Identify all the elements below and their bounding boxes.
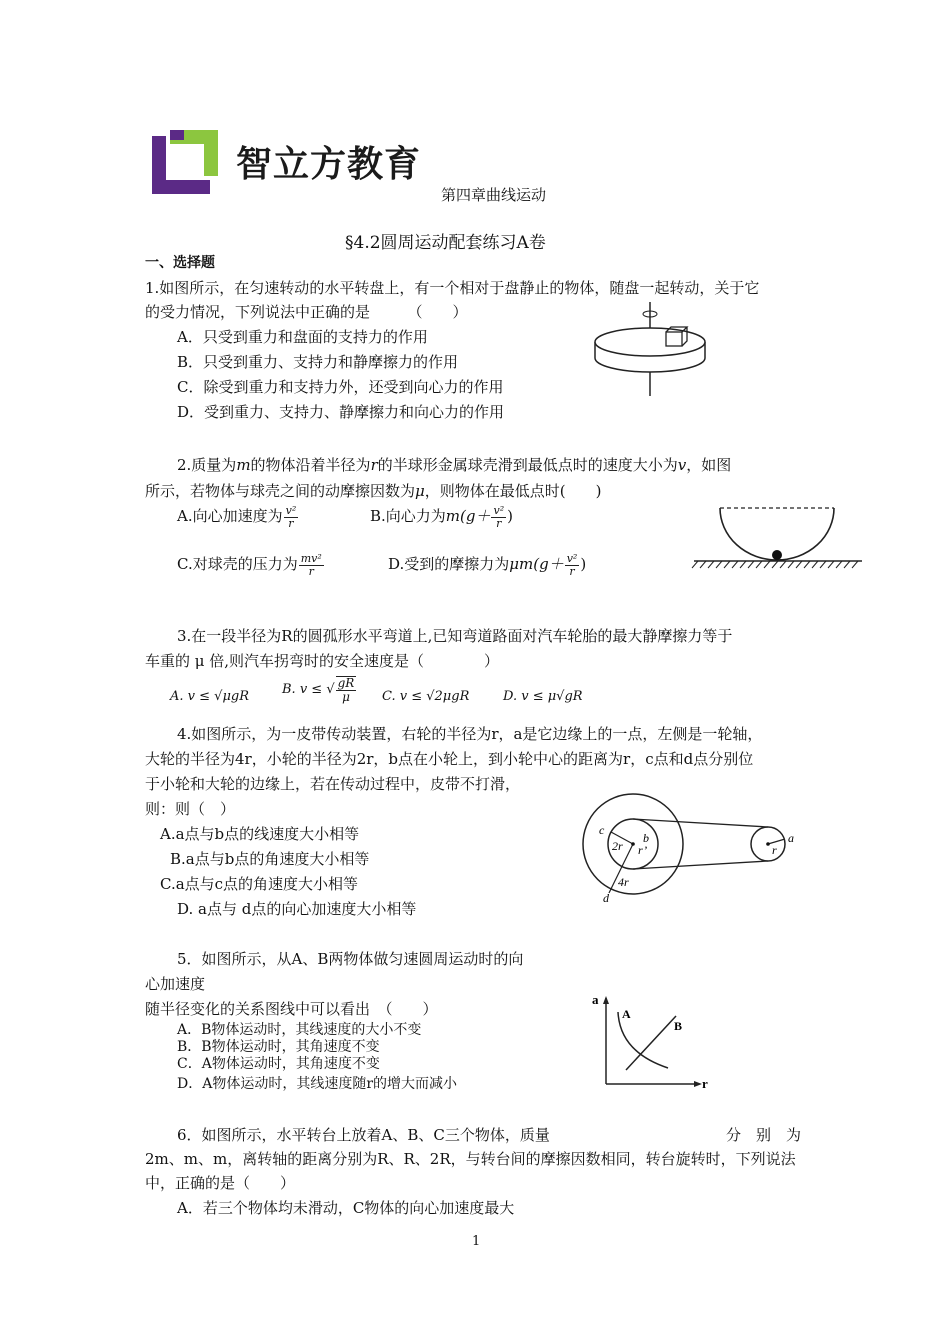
q1-option-c: C．除受到重力和支持力外，还受到向心力的作用: [177, 378, 504, 396]
q4-option-a: A.a点与b点的线速度大小相等: [160, 825, 360, 843]
q1-option-a: A．只受到重力和盘面的支持力的作用: [177, 328, 428, 346]
q2-hemisphere-figure: [690, 500, 870, 574]
q2-option-d: D.受到的摩擦力为μm(g＋ $\frac{\text{v²}}{r}$ ): [388, 552, 587, 578]
q4-label-2r: 2r: [612, 839, 623, 853]
q1-stem-line2: 的受力情况，下列说法中正确的是 （ ）: [145, 303, 468, 321]
q4-label-4r: 4r: [618, 875, 629, 889]
q2-option-a: A.向心加速度为 $\frac{\text{v²}}{r}$: [177, 504, 297, 530]
q6-stem-line1a: 6．如图所示，水平转台上放着A、B、C三个物体，质量: [177, 1126, 550, 1144]
q4-stem-line1: 4.如图所示，为一皮带传动装置，右轮的半径为r，a是它边缘上的一点，左侧是一轮轴，: [177, 725, 763, 743]
q5-option-b: B．B物体运动时，其角速度不变: [177, 1039, 380, 1055]
q4-option-b: B.a点与b点的角速度大小相等: [170, 850, 370, 868]
q4-label-a: a: [788, 831, 794, 845]
q5-stem-line3: 随半径变化的关系图线中可以看出 （ ）: [145, 1000, 438, 1018]
q6-stem-line3: 中，正确的是（ ）: [145, 1174, 296, 1192]
q1-stem-line1: 1.如图所示，在匀速转动的水平转盘上，有一个相对于盘静止的物体，随盘一起转动，关于它: [145, 279, 760, 297]
q4-stem-line3: 于小轮和大轮的边缘上，若在传动过程中，皮带不打滑，: [145, 775, 521, 793]
q2-option-b: B.向心力为m(g＋ $\frac{\text{v²}}{r}$ ): [370, 504, 513, 530]
section-heading: 一、选择题: [145, 255, 215, 271]
logo: [148, 126, 428, 198]
q4-stem-line4: 则：则（ ）: [145, 800, 236, 818]
q3-stem-line1: 3.在一段半径为R的圆孤形水平弯道上,已知弯道路面对汽车轮胎的最大静摩擦力等于: [177, 627, 733, 645]
q5-axis-label-r: r: [702, 1076, 708, 1090]
logo-mark-icon: [148, 126, 224, 198]
q5-stem-line1: 5．如图所示，从A、B两物体做匀速圆周运动时的向: [177, 950, 524, 968]
q4-label-c: c: [599, 823, 605, 837]
q6-option-a: A．若三个物体均未滑动，C物体的向心加速度最大: [177, 1199, 515, 1217]
q4-label-b: b: [643, 831, 649, 845]
q3-option-b: B. v ≤ √ $\frac{gR}{\mu}$: [282, 676, 355, 704]
q1-option-b: B．只受到重力、支持力和静摩擦力的作用: [177, 353, 459, 371]
q4-label-r-prime: r’: [638, 843, 648, 857]
q4-belt-drive-figure: [580, 790, 810, 905]
q3-stem-line2: 车重的 μ 倍,则汽车拐弯时的安全速度是（ ）: [145, 652, 500, 670]
chapter-title: 第四章曲线运动: [441, 186, 547, 204]
page-number: 1: [472, 1234, 481, 1249]
q4-option-d: D. a点与 d点的向心加速度大小相等: [177, 900, 417, 918]
q3-option-c: C. v ≤ √2μgR: [382, 689, 470, 704]
q3-option-d: D. v ≤ μ√gR: [503, 689, 583, 704]
q1-turntable-figure: [590, 300, 710, 400]
q5-axis-label-a: a: [592, 992, 599, 1007]
q5-option-a: A．B物体运动时，其线速度的大小不变: [177, 1022, 422, 1038]
logo-text: 智立方教育: [236, 144, 422, 185]
q1-option-d: D．受到重力、支持力、静摩擦力和向心力的作用: [177, 403, 505, 421]
q5-option-d: D．A物体运动时，其线速度随r的增大而减小: [177, 1076, 458, 1092]
q2-option-c: C.对球壳的压力为 $\frac{\text{mv²}}{r}$: [177, 552, 322, 578]
q4-label-r: r: [772, 843, 777, 857]
section-title: §4.2圆周运动配套练习A卷: [345, 233, 546, 253]
q2-stem-line2: 所示，若物体与球壳之间的动摩擦因数为μ，则物体在最低点时( ): [145, 482, 602, 500]
q5-curve-label-a: A: [622, 1007, 631, 1021]
q6-stem-line2: 2m、m、m，离转轴的距离分别为R、R、2R，与转台间的摩擦因数相同，转台旋转时，下列说法: [145, 1150, 796, 1168]
q3-option-a: A. v ≤ √μgR: [170, 689, 249, 704]
q4-stem-line2: 大轮的半径为4r，小轮的半径为2r，b点在小轮上，到小轮中心的距离为r，c点和d点分别位: [145, 750, 754, 768]
q5-stem-line2: 心加速度: [145, 975, 206, 993]
q5-curve-label-b: B: [674, 1019, 683, 1033]
q4-label-d: d: [603, 891, 609, 905]
q5-graph-figure: [590, 990, 720, 1090]
q4-option-c: C.a点与c点的角速度大小相等: [160, 875, 359, 893]
q5-option-c: C．A物体运动时，其角速度不变: [177, 1056, 380, 1072]
q6-stem-line1b: 分 别 为: [726, 1126, 802, 1144]
q2-stem-line1: 2.质量为m的物体沿着半径为r的半球形金属球壳滑到最低点时的速度大小为v，如图: [177, 456, 732, 474]
